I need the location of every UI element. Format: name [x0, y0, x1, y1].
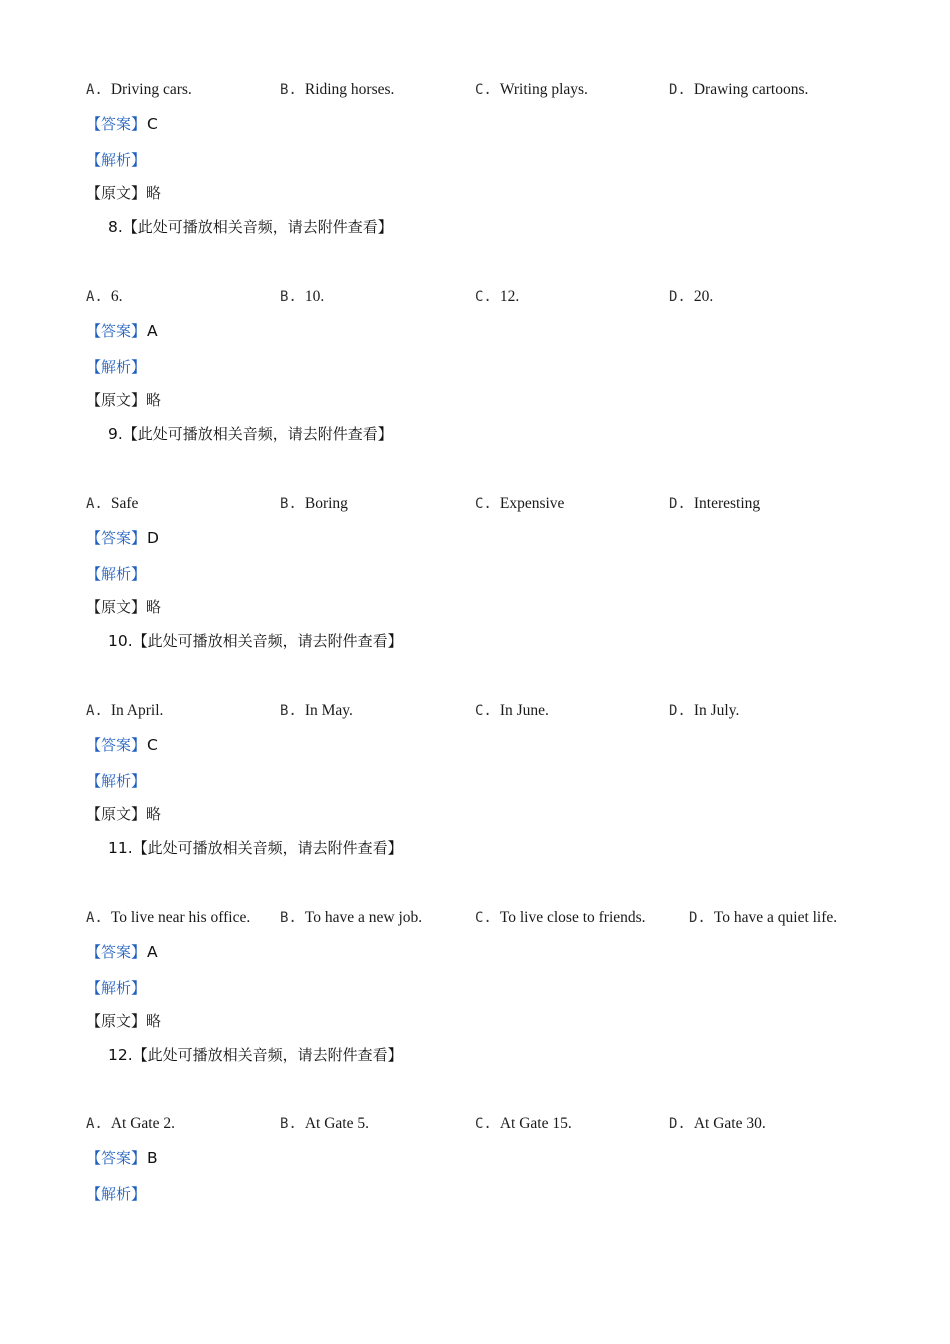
option-b: B. Riding horses. [280, 81, 395, 98]
option-c: C. Writing plays. [475, 81, 588, 98]
option-c: C. To live close to friends. [475, 909, 646, 926]
answer-line: 【答案】A [86, 322, 158, 340]
option-d: D. Drawing cartoons. [669, 81, 809, 98]
option-a: A. Safe [86, 495, 139, 512]
question-audio-line: 8.【此处可播放相关音频，请去附件查看】 [108, 218, 393, 236]
option-b: B. 10. [280, 288, 325, 305]
option-a: A. Driving cars. [86, 81, 192, 98]
option-c: C. Expensive [475, 495, 565, 512]
original-text-line: 【原文】略 [86, 805, 162, 823]
option-c: C. In June. [475, 702, 549, 719]
option-d: D. Interesting [669, 495, 761, 512]
option-b: B. Boring [280, 495, 348, 512]
original-text-line: 【原文】略 [86, 598, 162, 616]
answer-line: 【答案】A [86, 943, 158, 961]
option-a: A. At Gate 2. [86, 1115, 175, 1132]
option-d: D. 20. [669, 288, 714, 305]
analysis-line: 【解析】 [86, 151, 147, 169]
option-a: A. 6. [86, 288, 123, 305]
option-b: B. At Gate 5. [280, 1115, 369, 1132]
analysis-line: 【解析】 [86, 1185, 147, 1203]
answer-line: 【答案】C [86, 736, 158, 754]
answer-line: 【答案】B [86, 1149, 158, 1167]
original-text-line: 【原文】略 [86, 1012, 162, 1030]
option-a: A. To live near his office. [86, 909, 251, 926]
option-d: D. To have a quiet life. [689, 909, 838, 926]
question-audio-line: 11.【此处可播放相关音频，请去附件查看】 [108, 839, 403, 857]
analysis-line: 【解析】 [86, 979, 147, 997]
question-audio-line: 9.【此处可播放相关音频，请去附件查看】 [108, 425, 393, 443]
option-d: D. In July. [669, 702, 740, 719]
analysis-line: 【解析】 [86, 772, 147, 790]
analysis-line: 【解析】 [86, 358, 147, 376]
question-audio-line: 10.【此处可播放相关音频，请去附件查看】 [108, 632, 403, 650]
option-c: C. At Gate 15. [475, 1115, 572, 1132]
answer-line: 【答案】D [86, 529, 159, 547]
option-a: A. In April. [86, 702, 164, 719]
question-audio-line: 12.【此处可播放相关音频，请去附件查看】 [108, 1046, 403, 1064]
option-d: D. At Gate 30. [669, 1115, 766, 1132]
option-b: B. In May. [280, 702, 353, 719]
original-text-line: 【原文】略 [86, 391, 162, 409]
analysis-line: 【解析】 [86, 565, 147, 583]
original-text-line: 【原文】略 [86, 184, 162, 202]
option-b: B. To have a new job. [280, 909, 423, 926]
option-c: C. 12. [475, 288, 520, 305]
answer-line: 【答案】C [86, 115, 158, 133]
